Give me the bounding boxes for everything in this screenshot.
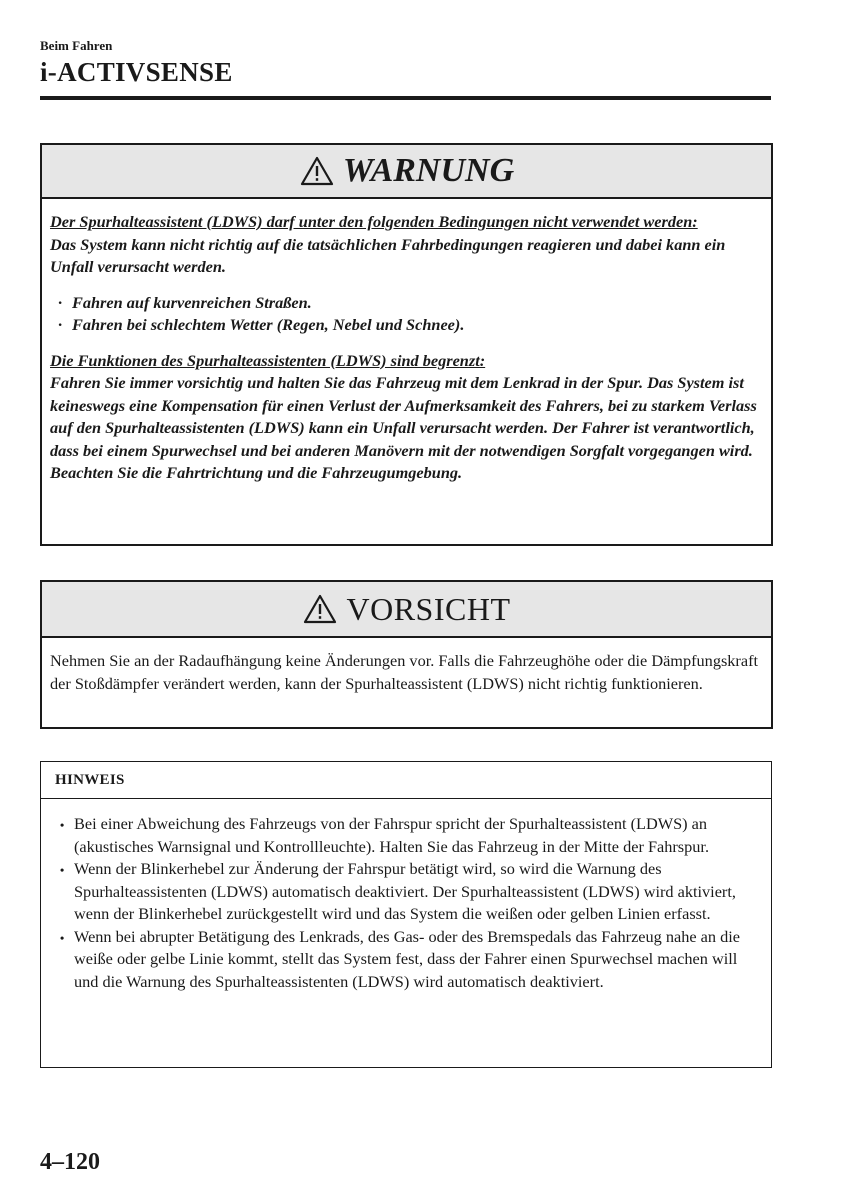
section-label: Beim Fahren: [40, 38, 113, 53]
list-item: • Wenn bei abrupter Betätigung des Lenkrads, des Gas- oder des Bremspedals das Fahrzeug nahe an die weiße oder gelbe Linie kommt, stellt das System fest, dass der Fahrer einen Spurwechsel machen will und die Warnung des Spurhalteassistenten (LDWS) wird automatisch deaktiviert.: [59, 926, 763, 994]
list-item: · Fahren auf kurvenreichen Straßen.: [50, 292, 763, 315]
warning-triangle-icon: [299, 155, 335, 187]
caution-box: [40, 580, 773, 729]
warning-heading-1: Der Spurhalteassistent (LDWS) darf unter den folgenden Bedingungen nicht verwendet werden:: [50, 212, 698, 231]
page-title: i-ACTIVSENSE: [40, 57, 233, 87]
page-number: 4–120: [40, 1149, 100, 1175]
warning-box: [40, 143, 773, 546]
list-item: · Fahren bei schlechtem Wetter (Regen, Nebel und Schnee).: [50, 314, 763, 337]
caution-title: VORSICHT: [346, 591, 511, 627]
warning-bullet-list: [50, 292, 763, 337]
header-rule: [40, 96, 771, 100]
list-item: • Wenn der Blinkerhebel zur Änderung der Fahrspur betätigt wird, so wird die Warnung des Spurhalteassistenten (LDWS) automatisch deaktiviert. Der Spurhalteassistent (LDWS) wird aktiviert, wenn der Blinkerhebel zurückgestellt wird und das System die weißen oder gelben Linien erfasst.: [59, 858, 763, 926]
note-title: HINWEIS: [41, 762, 771, 799]
note-box: [40, 761, 772, 1068]
warning-text-1: Das System kann nicht richtig auf die tatsächlichen Fahrbedingungen reagieren und dabei kann ein Unfall verursacht werden.: [50, 234, 726, 276]
list-item: • Bei einer Abweichung des Fahrzeugs von der Fahrspur spricht der Spurhalteassistent (LDWS) an (akustisches Warnsignal und Kontrollleuchte). Halten Sie das Fahrzeug in der Mitte der Fahrspur.: [59, 813, 763, 858]
caution-text: Nehmen Sie an der Radaufhängung keine Änderungen vor. Falls die Fahrzeughöhe oder die Dämpfungskraft der Stoßdämpfer verändert werden, kann der Spurhalteassistent (LDWS) nicht richtig funktionieren.: [50, 651, 759, 693]
warning-body: [42, 199, 771, 485]
caution-header: [42, 582, 771, 638]
page-header: [40, 38, 771, 88]
warning-title: WARNUNG: [342, 152, 515, 189]
note-list: [59, 813, 763, 993]
warning-heading-2: Die Funktionen des Spurhalteassistenten (LDWS) sind begrenzt:: [50, 350, 486, 370]
warning-header: [42, 145, 771, 199]
warning-text-2: Fahren Sie immer vorsichtig und halten Sie das Fahrzeug mit dem Lenkrad in der Spur. Das System ist keineswegs eine Kompensation für einen Verlust der Aufmerksamkeit des Fahrers, bei zu starkem Verlass auf den Spurhalteassistenten (LDWS) kann ein Unfall verursacht werden. Der Fahrer ist verantwortlich, dass bei einem Spurwechsel und bei anderen Manövern mit der notwendigen Sorgfalt vorgegangen wird. Beachten Sie die Fahrtrichtung und die Fahrzeugumgebung.: [50, 373, 757, 482]
warning-triangle-icon: [302, 593, 338, 625]
note-body: [41, 799, 771, 993]
